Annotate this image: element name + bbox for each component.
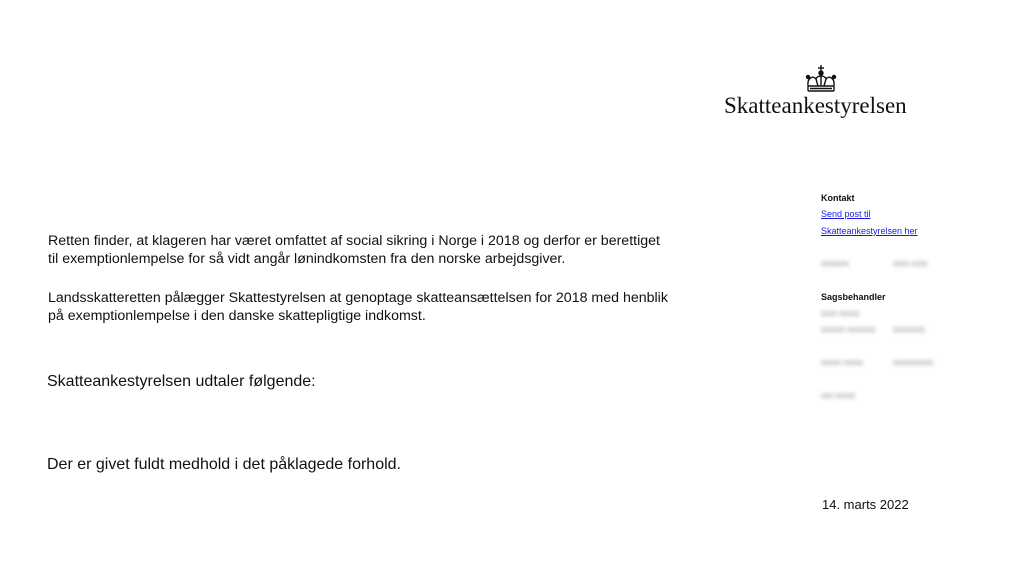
redacted-direct-label: xxxxxx xxxxxxx [821, 325, 876, 334]
send-mail-link-continued[interactable]: Skatteankestyrelsen her [821, 226, 918, 236]
agency-logo [724, 64, 934, 124]
redacted-handler-name: xxxx xxxxx [821, 309, 860, 318]
court-finding-paragraph [48, 232, 660, 268]
contact-heading: Kontakt [821, 193, 855, 203]
redacted-direct-value: xxxxxxxx [893, 325, 925, 334]
logo-wordmark: Skatteankestyrelsen [724, 93, 907, 118]
paragraph-line: Landsskatteretten pålægger Skattestyrelsen at genoptage skatteansættelsen for 2018 med henblik [48, 290, 668, 306]
redacted-reference-label: xxxxx xxxxx [821, 358, 864, 367]
send-mail-link[interactable]: Send post til [821, 209, 871, 219]
case-handler-heading: Sagsbehandler [821, 292, 886, 302]
royal-crown-icon [804, 64, 838, 94]
paragraph-line: på exemptionlempelse i den danske skattepligtige indkomst. [48, 308, 426, 324]
paragraph-line: til exemptionlempelse for så vidt angår lønindkomsten fra den norske arbejdsgiver. [48, 251, 566, 267]
redacted-reference-value: xxxxxxxxxx [893, 358, 933, 367]
ruling-text: Der er givet fuldt medhold i det påklagede forhold. [47, 456, 401, 473]
paragraph-line: Retten finder, at klageren har været omfattet af social sikring i Norge i 2018 og derfor er berettiget [48, 233, 660, 249]
redacted-phone-label: xxxxxxx [821, 259, 849, 268]
redacted-phone-value: xxxx xxxx [893, 259, 928, 268]
document-date: 14. marts 2022 [822, 497, 909, 512]
statement-heading: Skatteankestyrelsen udtaler følgende: [47, 373, 316, 390]
court-order-paragraph [48, 289, 668, 325]
redacted-your-reference-label: xxx xxxxx [821, 391, 856, 400]
